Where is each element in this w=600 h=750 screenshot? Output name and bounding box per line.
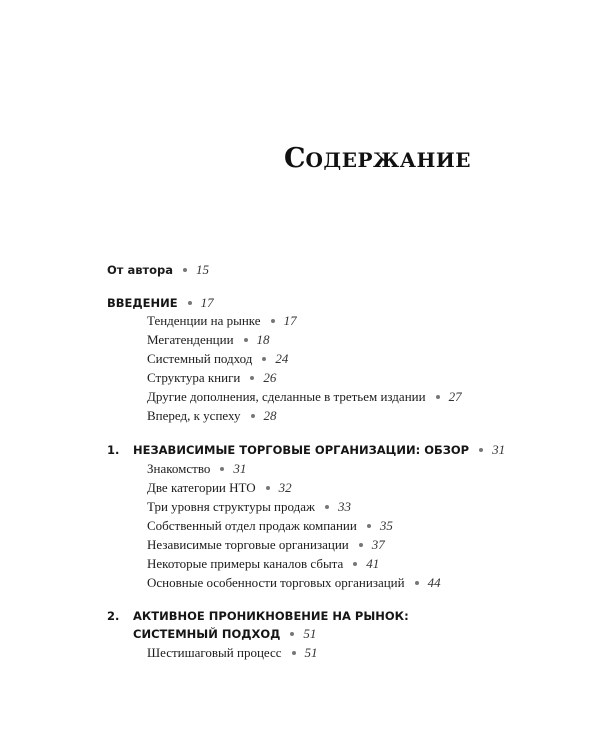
toc-page-number: 31 [233, 461, 247, 476]
toc-page-number: 51 [303, 626, 317, 641]
bullet-icon [188, 301, 192, 305]
toc-entry-label: От автора [107, 263, 174, 277]
toc-entry[interactable]: Независимые торговые организации 37 [147, 537, 385, 552]
toc-chapter-2[interactable] [107, 609, 409, 623]
bullet-icon [359, 543, 363, 547]
toc-page-number: 32 [278, 480, 292, 495]
toc-entry[interactable]: Тенденции на рынке 17 [147, 313, 297, 328]
bullet-icon [250, 376, 254, 380]
toc-entry[interactable]: Мегатенденции 18 [147, 332, 270, 347]
toc-page-number: 26 [263, 370, 277, 385]
toc-entry[interactable]: Две категории НТО 32 [147, 480, 292, 495]
toc-entry[interactable]: Структура книги 26 [147, 370, 277, 385]
toc-chapter-1[interactable] [107, 442, 505, 458]
toc-entry[interactable]: Знакомство 31 [147, 461, 247, 476]
bullet-icon [436, 395, 440, 399]
toc-page-number: 35 [379, 518, 393, 533]
toc-page-number: 28 [263, 408, 277, 423]
toc-page-number: 15 [196, 262, 210, 277]
toc-entry[interactable]: Основные особенности торговых организаций 44 [147, 575, 441, 590]
bullet-icon [290, 632, 294, 636]
page-title: СОДЕРЖАНИЕ [284, 143, 472, 174]
toc-entry[interactable]: Другие дополнения, сделанные в третьем издании 27 [147, 389, 462, 404]
toc-entry[interactable]: Вперед, к успеху 28 [147, 408, 277, 423]
toc-page-number: 37 [371, 537, 385, 552]
bullet-icon [367, 524, 371, 528]
toc-page-number: 18 [256, 332, 270, 347]
bullet-icon [251, 414, 255, 418]
toc-section-intro[interactable] [107, 295, 214, 311]
bullet-icon [183, 268, 187, 272]
toc-section-label: ВВЕДЕНИЕ [107, 296, 178, 310]
chapter-title-line-1: АКТИВНОЕ ПРОНИКНОВЕНИЕ НА РЫНОК: [133, 609, 409, 623]
toc-entry[interactable]: Системный подход 24 [147, 351, 289, 366]
bullet-icon [479, 448, 483, 452]
bullet-icon [415, 581, 419, 585]
toc-page-number: 31 [492, 442, 506, 457]
toc-entry[interactable]: Три уровня структуры продаж 33 [147, 499, 352, 514]
bullet-icon [271, 319, 275, 323]
toc-page-number: 27 [448, 389, 462, 404]
toc-page-number: 24 [275, 351, 289, 366]
toc-entry[interactable]: Шестишаговый процесс 51 [147, 645, 318, 660]
toc-page-number: 17 [283, 313, 297, 328]
toc-entry[interactable]: Собственный отдел продаж компании 35 [147, 518, 393, 533]
chapter-number: 1. [107, 443, 120, 457]
bullet-icon [292, 651, 296, 655]
bullet-icon [266, 486, 270, 490]
toc-page-number: 41 [366, 556, 380, 571]
toc-page-number: 17 [200, 295, 214, 310]
bullet-icon [244, 338, 248, 342]
bullet-icon [262, 357, 266, 361]
toc-page-number: 33 [338, 499, 352, 514]
bullet-icon [353, 562, 357, 566]
bullet-icon [325, 505, 329, 509]
chapter-title: НЕЗАВИСИМЫЕ ТОРГОВЫЕ ОРГАНИЗАЦИИ: ОБЗОР [133, 443, 470, 457]
toc-entry[interactable]: Некоторые примеры каналов сбыта 41 [147, 556, 380, 571]
chapter-title-line-2: СИСТЕМНЫЙ ПОДХОД [133, 627, 281, 641]
toc-chapter-2-continued[interactable] [133, 626, 316, 642]
toc-page-number: 44 [427, 575, 441, 590]
toc-page-number: 51 [304, 645, 318, 660]
bullet-icon [220, 467, 224, 471]
toc-entry-author[interactable] [107, 262, 209, 278]
chapter-number: 2. [107, 609, 120, 623]
